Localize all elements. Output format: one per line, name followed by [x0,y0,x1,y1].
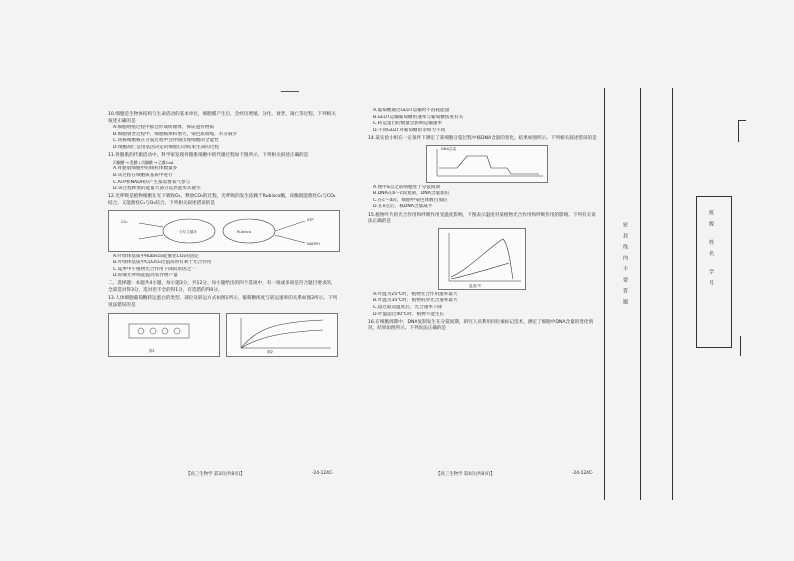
corner-mark-h [738,120,746,121]
question-13: 13.人体细胞葡萄糖转运蛋白的类型、部位及转运方式如图1所示，葡萄糖浓度与转运速率的关系如图2所示。下列说法错误的是 图1 图2 [108,296,340,359]
question-15: 15.植物叶片的光合作用和呼吸作用受温度影响，下图表示温度对某植物光合作用和呼吸作用的影响。下列有关说法正确的是 温度/℃ A.叶温为25℃时，植物光合作用速率最大 B.叶温为35℃时，植物的净光合速率最大 C.超过最适温度后，光合速率下降 D.叶温超过40℃时，植物不能生长 [368,212,596,317]
right-footer-code: ·24-124C· [572,471,594,476]
left-footer-code: ·24-124C· [312,471,334,476]
left-page [108,112,340,361]
dna-content-chart: DNA含量 [426,145,548,183]
binding-notice: 密封线内不要答题 [622,222,628,310]
right-page [368,108,600,334]
question-11: 11.骨骼肌的代谢活动中，科学家发现骨骼肌细胞中的代谢过程如下图所示，下列相关叙述正确的是 丙酮酸 → 乳酸 / 丙酮酸 → 乙酰CoA A.骨骼肌细胞中的线粒体数量多 B.该过程在细胞质基质中进行 C.ATP和NADH的产生都需要氧气参与 D.该过程释放的能量大部分以热能形式散失 [108,153,309,192]
question-14: 14.某实验小组在一定条件下测定了某细胞分裂过程中核DNA含量的变化，结果如图所示。下列相关叙述错误的是 DNA含量 A.图中a点之前细胞处于分裂间期 B.DNA在b～c段复制，DNA含量加倍 C.在c～d段，细胞中染色体数目加倍 D.在e点后，核DNA含量减半 [368,135,597,210]
student-info-text: 班级 姓名 学号 [708,210,714,292]
calvin-cycle-svg [109,211,339,251]
question-16: 16.在细胞周期中，DNA复制发生在分裂间期，研究人员利用同位素标记技术，测定了细胞中DNA含量的变化情况，结果如图所示。下列说法正确的是 [368,319,594,332]
section-two: 二、选择题：本题共4小题，每小题3分，共12分。每小题给出的四个选项中，有一项或多项是符合题目要求的，全部选对得3分，选对但不全的得1分，有选错的得0分。 [108,281,336,294]
calvin-cycle-diagram: CO₂ 卡尔文循环 Rubisco ATP NADPH [108,210,340,252]
top-mark [281,91,299,92]
corner-mark-bottom [740,336,741,356]
binding-line-2 [640,88,641,500]
question-12: 12.光呼吸是植物细胞在光下吸收O₂、释放CO₂的过程，光呼吸的发生依赖于Rubisco酶，该酶既能催化C₅与CO₂结合，又能催化C₅与O₂结合。下列相关叙述错误的是 CO₂ 卡尔文循环 Rubisco ATP NADPH A.叶绿体基质中Rubisco能催化CO₂的固定 B.叶绿体基质中CO₂/O₂比值高时有利于光合作用 C.夏季中午植物光合作用下降的原因之一 D.抑制光呼吸能提高农作物产量 [108,194,340,280]
photosynthesis-temperature-chart: 温度/℃ [438,228,526,290]
glucose-transport-figure-1: 图1 [108,313,220,357]
glucose-transport-figure-2: 图2 [226,313,338,357]
binding-line [604,88,605,500]
question-10: 10.细胞是生物体结构与生命活动的基本单位，细胞膜产生后，会经历增殖、分化、衰老、凋亡等过程。下列相关叙述正确的是 A.细胞增殖过程中都会形成纺锤体，保证遗传物质 B.细胞衰老过程中，细胞核体积增大，染色质收缩，水分减少 C.真核细胞核在分裂过程中会伴随出现细胞的全能性 D.细胞凋亡是由基因决定的细胞自动结束生命的过程 [108,112,336,150]
question-13-options: A.葡萄糖通过GLUT运输时不消耗能量 B.GLUT运输葡萄糖的速率与葡萄糖浓度有关 C.转运蛋白的数量会影响运输速率 D.不同GLUT对葡萄糖的亲和力不同 [373,108,464,133]
binding-line-3 [672,88,673,500]
right-footer: 【高三生物学 第4页(共8页)】 [436,472,495,477]
left-footer: 【高三生物学 第3页(共8页)】 [186,472,245,477]
corner-mark [738,120,739,142]
